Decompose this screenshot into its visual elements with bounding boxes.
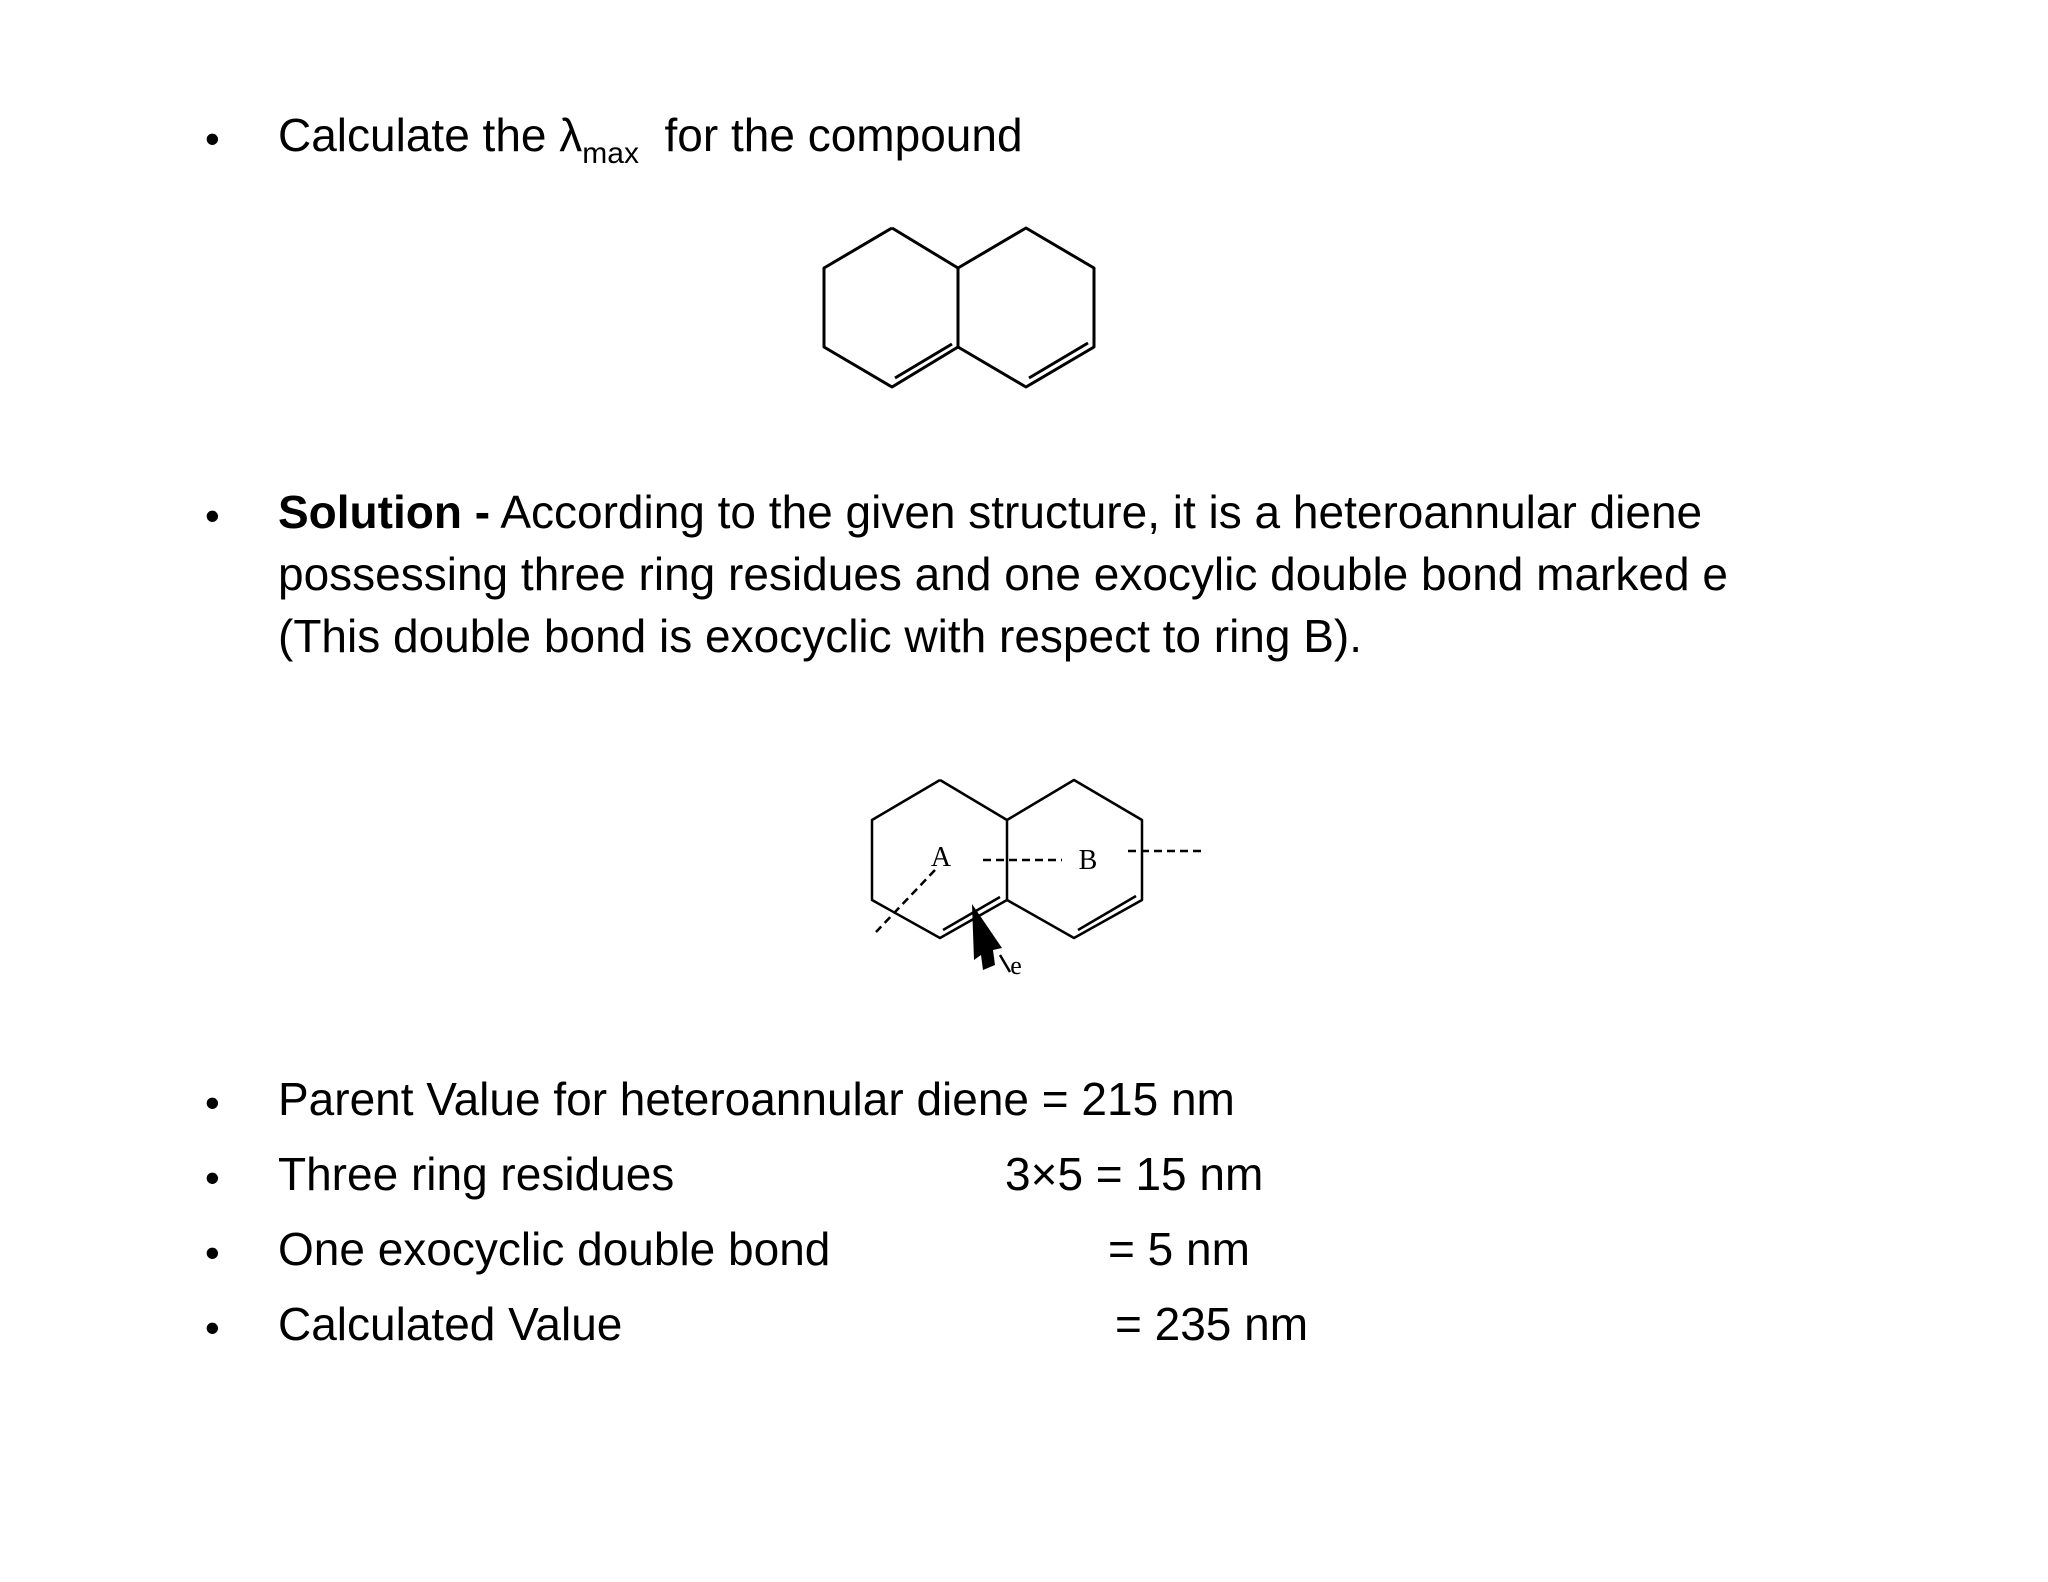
solution-line-3: (This double bond is exocyclic with respect to ring B). (278, 610, 1363, 662)
ring-b-label: B (1078, 845, 1098, 876)
bullet-calc-3: • (205, 1229, 220, 1276)
calc-row-parent-label: Parent Value for heteroannular diene = 215 nm (278, 1073, 1235, 1125)
solution-lead: Solution - (278, 486, 491, 538)
calc-row-exocyclic-value: = 5 nm (1108, 1223, 1250, 1275)
lambda-subscript: max (582, 137, 639, 170)
solution-line-2: possessing three ring residues and one exocylic double bond marked e (278, 548, 1728, 600)
question-suffix: for the compound (664, 109, 1023, 161)
bullet-question: • (205, 115, 220, 162)
calc-row-ring-residues-label: Three ring residues (278, 1148, 675, 1200)
calc-row-calculated-label: Calculated Value (278, 1298, 623, 1350)
exocyclic-marker-label: e (1010, 951, 1022, 980)
calc-row-exocyclic-label: One exocyclic double bond (278, 1223, 831, 1275)
bullet-calc-1: • (205, 1079, 220, 1126)
bullet-calc-4: • (205, 1304, 220, 1351)
calc-row-ring-residues-value: 3×5 = 15 nm (1005, 1148, 1264, 1200)
solution-line-1-text: According to the given structure, it is a heteroannular diene (500, 486, 1703, 538)
bullet-solution: • (205, 492, 220, 539)
calc-row-calculated-value: = 235 nm (1115, 1298, 1309, 1350)
ring-a-label: A (930, 842, 952, 873)
question-prefix: Calculate the λ (278, 109, 583, 161)
bullet-calc-2: • (205, 1154, 220, 1201)
